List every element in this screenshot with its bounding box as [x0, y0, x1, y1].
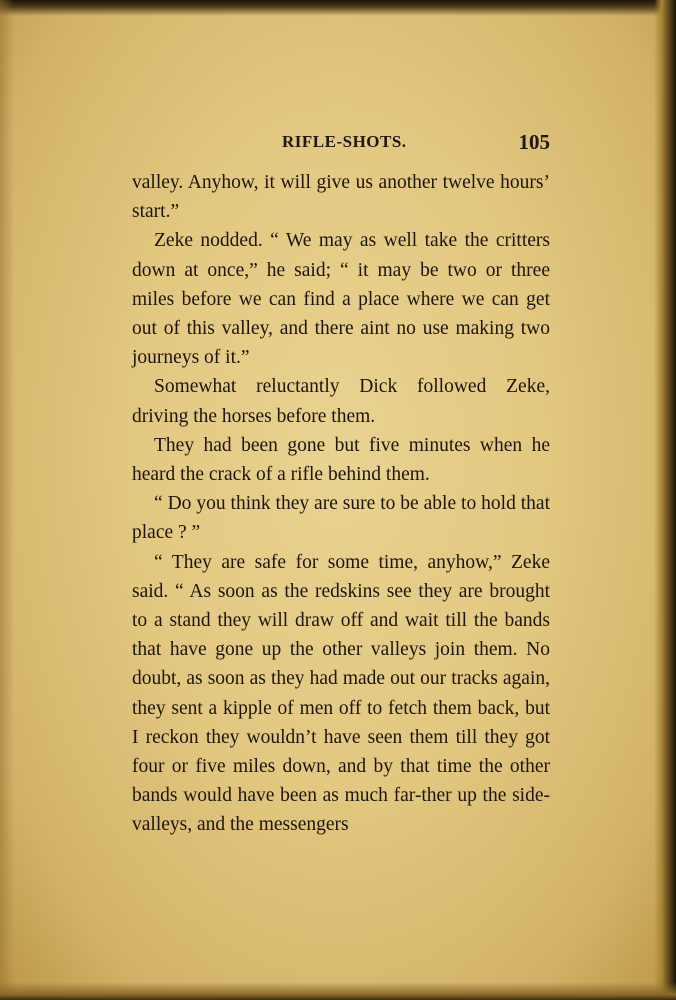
paragraph: “ They are safe for some time, anyhow,” Zeke said. “ As soon as the redskins see they are brought to a stand they will draw off and wait till the bands that have gone up the other valleys join them. No doubt, as soon as they had made out our tracks again, they sent a kipple of men off to fetch them back, but I reckon they wouldn’t have seen them till they got four or five miles down, and by that time the other bands would have been as much far-ther up the side-valleys, and the messengers: [132, 551, 550, 836]
paragraph: valley. Anyhow, it will give us another twelve hours’ start.”: [132, 172, 550, 223]
paragraph: Somewhat reluctantly Dick followed Zeke, driving the horses before them.: [132, 376, 550, 427]
paragraph: Zeke nodded. “ We may as well take the critters down at once,” he said; “ it may be two or three miles before we can find a place where we can get out of this valley, and there aint no use making two journeys of it.”: [132, 230, 550, 369]
paragraph: “ Do you think they are sure to be able to hold that place ? ”: [132, 493, 550, 544]
page-bottom-edge: [0, 982, 676, 1000]
page-number: 105: [518, 130, 550, 154]
page-top-shadow: [0, 0, 676, 16]
running-head: RIFLE-SHOTS.: [282, 132, 407, 151]
paragraph: They had been gone but five minutes when he heard the crack of a rifle behind them.: [132, 434, 550, 486]
page-left-edge: [0, 0, 14, 1000]
page-right-edge: [654, 0, 676, 1000]
page-header: [132, 132, 550, 156]
body-text: [132, 168, 550, 840]
